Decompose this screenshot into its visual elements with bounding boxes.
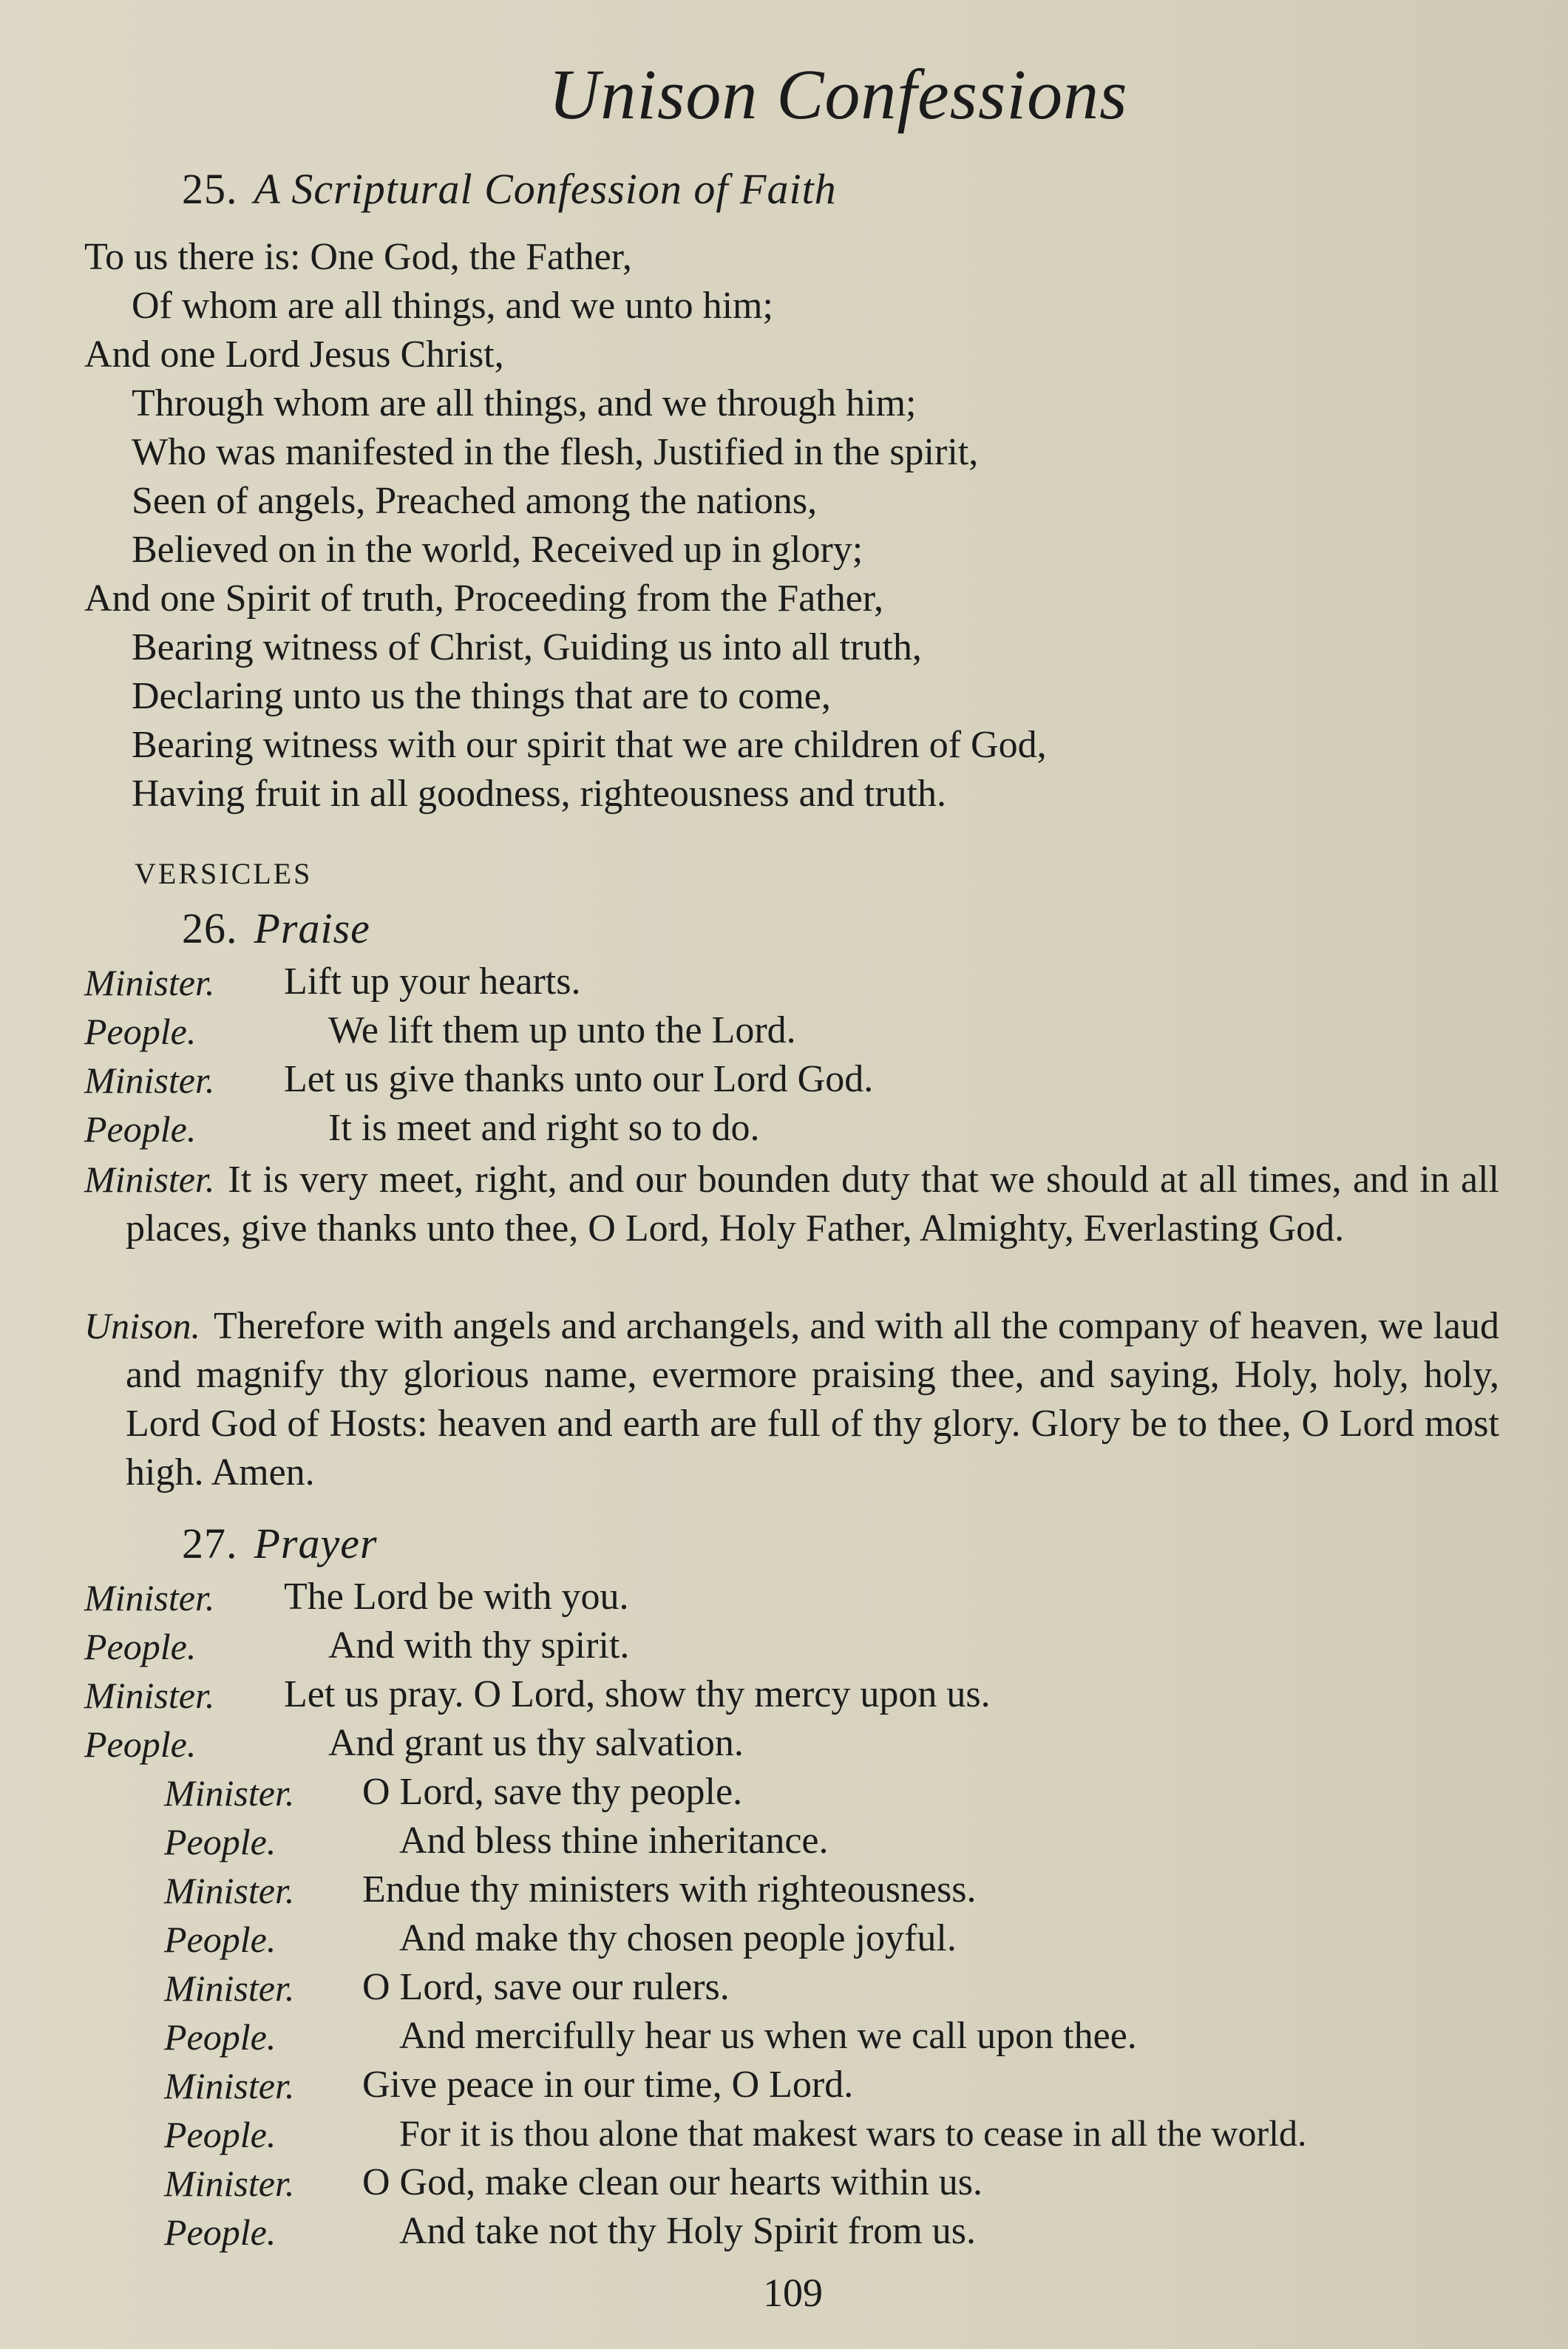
response-text: And grant us thy salvation. <box>328 1722 744 1764</box>
section-25-number: 25. <box>182 165 238 213</box>
confession-line: And one Spirit of truth, Proceeding from the Father, <box>84 577 884 620</box>
section-25-title-text: A Scriptural Confession of Faith <box>254 165 837 213</box>
confession-line: Believed on in the world, Received up in glory; <box>132 529 863 571</box>
section-27-title-text: Prayer <box>254 1519 378 1567</box>
confession-line: Of whom are all things, and we unto him; <box>132 285 773 327</box>
speaker-label: Minister. <box>84 1675 215 1716</box>
unison-paragraph <box>84 1301 1499 1497</box>
speaker-label: Minister. <box>164 2163 295 2204</box>
response-text: O Lord, save thy people. <box>362 1771 743 1813</box>
response-text: It is meet and right so to do. <box>328 1107 760 1149</box>
speaker-label: People. <box>84 1011 197 1052</box>
speaker-label: People. <box>164 2016 276 2058</box>
speaker-label: Minister. <box>164 1772 295 1814</box>
speaker-label: Minister. <box>164 2065 295 2106</box>
response-text: Endue thy ministers with righteousness. <box>362 1868 977 1911</box>
confession-line: To us there is: One God, the Father, <box>84 236 632 278</box>
speaker-label: Unison. <box>84 1305 200 1346</box>
speaker-label: Minister. <box>164 1967 295 2009</box>
section-25-title <box>182 164 837 214</box>
confession-line: Bearing witness of Christ, Guiding us into all truth, <box>132 626 922 668</box>
versicles-heading: VERSICLES <box>135 857 313 890</box>
page-number: 109 <box>763 2271 823 2315</box>
speaker-label: People. <box>164 2211 276 2253</box>
confession-line: And one Lord Jesus Christ, <box>84 333 504 376</box>
running-head: Unison Confessions <box>549 55 1128 134</box>
response-text: Give peace in our time, O Lord. <box>362 2064 854 2106</box>
speaker-label: Minister. <box>84 962 215 1003</box>
response-text: O Lord, save our rulers. <box>362 1966 730 2008</box>
paragraph-text: It is very meet, right, and our bounden duty that we should at all times, and in all places, give thanks unto thee, O Lord, Holy Father, Almighty, Everlasting God. <box>126 1159 1499 1250</box>
speaker-label: Minister. <box>164 1870 295 1911</box>
section-27-number: 27. <box>182 1519 238 1567</box>
response-text: And take not thy Holy Spirit from us. <box>399 2210 976 2252</box>
response-text: And make thy chosen people joyful. <box>399 1917 957 1959</box>
confession-line: Through whom are all things, and we through him; <box>132 382 917 424</box>
response-text: The Lord be with you. <box>284 1576 629 1618</box>
response-text: Lift up your hearts. <box>284 960 581 1003</box>
speaker-label: Minister. <box>84 1159 215 1200</box>
section-26-title <box>182 904 370 953</box>
confession-line: Seen of angels, Preached among the nations, <box>132 480 818 522</box>
response-text: Let us pray. O Lord, show thy mercy upon us. <box>284 1673 991 1715</box>
confession-line: Bearing witness with our spirit that we are children of God, <box>132 724 1047 766</box>
confession-line: Who was manifested in the flesh, Justified in the spirit, <box>132 431 979 473</box>
response-text: And with thy spirit. <box>328 1624 630 1667</box>
response-text: Let us give thanks unto our Lord God. <box>284 1058 874 1100</box>
speaker-label: Minister. <box>84 1577 215 1618</box>
confession-line: Declaring unto us the things that are to come, <box>132 675 831 717</box>
speaker-label: People. <box>84 1626 197 1667</box>
response-text: We lift them up unto the Lord. <box>328 1009 796 1051</box>
section-26-title-text: Praise <box>254 904 370 952</box>
response-text: And mercifully hear us when we call upon thee. <box>399 2015 1137 2057</box>
response-text: For it is thou alone that makest wars to cease in all the world. <box>399 2112 1307 2154</box>
speaker-label: Minister. <box>84 1060 215 1101</box>
speaker-label: People. <box>164 1919 276 1960</box>
minister-long-paragraph <box>84 1155 1499 1253</box>
speaker-label: People. <box>84 1723 197 1765</box>
section-27-title <box>182 1519 378 1568</box>
response-text: And bless thine inheritance. <box>399 1820 829 1862</box>
speaker-label: People. <box>164 1821 276 1862</box>
speaker-label: People. <box>164 2114 276 2155</box>
speaker-label: People. <box>84 1108 197 1150</box>
confession-line: Having fruit in all goodness, righteousness and truth. <box>132 773 946 815</box>
response-text: O God, make clean our hearts within us. <box>362 2161 983 2203</box>
paragraph-text: Therefore with angels and archangels, and with all the company of heaven, we laud and magnify thy glorious name, evermore praising thee, and saying, Holy, holy, holy, Lord God of Hosts: heaven and earth are full of thy glory. Glory be to thee, O Lord most high. Amen. <box>126 1305 1499 1494</box>
section-26-number: 26. <box>182 904 238 952</box>
